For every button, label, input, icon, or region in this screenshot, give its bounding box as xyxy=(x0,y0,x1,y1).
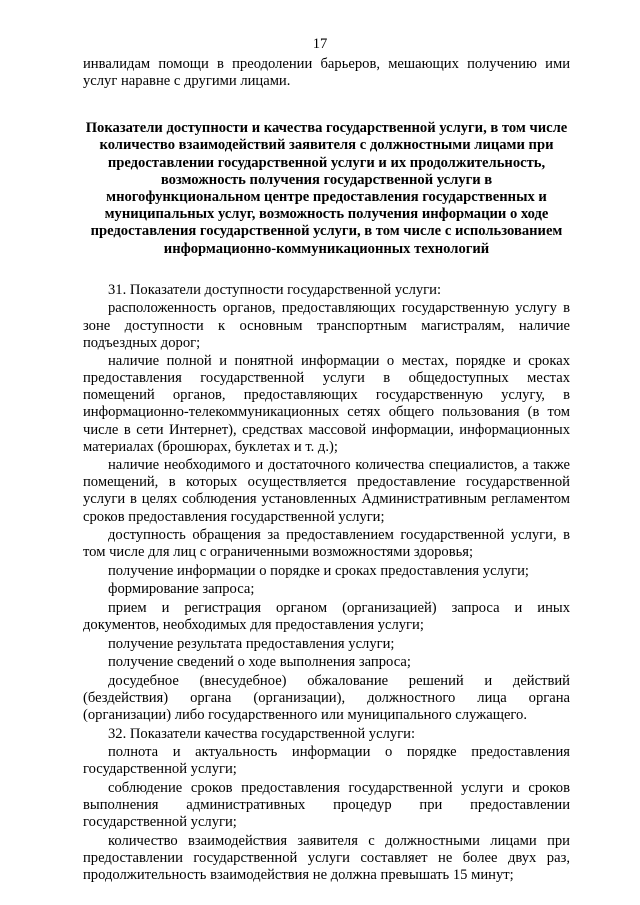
paragraph-item: прием и регистрация органом (организацией) запроса и иных документов, необходимых для предоставления услуги; xyxy=(83,600,570,634)
paragraph-item: расположенность органов, предоставляющих государственную услугу в зоне доступности к основным транспортным магистралям, наличие подъездных дорог; xyxy=(83,300,570,351)
paragraph-item: получение сведений о ходе выполнения запроса; xyxy=(108,654,411,671)
continuation-paragraph: инвалидам помощи в преодолении барьеров, мешающих получению ими услуг наравне с другими лицами. xyxy=(83,56,570,90)
paragraph-item: получение результата предоставления услуги; xyxy=(108,635,395,652)
paragraph-item: наличие полной и понятной информации о местах, порядке и сроках предоставления государственной услуги в общедоступных местах помещений органов, предоставляющих государственную услугу, в информационно-телекоммуникационных сетях общего пользования (в том числе в сети Интернет), средствах массовой информации, информационных материалах (брошюрах, буклетах и т. д.); xyxy=(83,353,570,455)
paragraph-item: получение информации о порядке и сроках предоставления услуги; xyxy=(108,562,529,579)
paragraph-item: доступность обращения за предоставлением государственной услуги, в том числе для лиц с ограниченными возможностями здоровья; xyxy=(83,527,570,561)
paragraph-item: полнота и актуальность информации о порядке предоставления государственной услуги; xyxy=(83,744,570,778)
paragraph-item: формирование запроса; xyxy=(108,581,255,598)
document-body xyxy=(83,56,570,884)
paragraph-item: наличие необходимого и достаточного количества специалистов, а также помещений, в которых осуществляется предоставление государственной услуги в целях соблюдения установленных Административным регламентом сроков предоставления государственной услуги; xyxy=(83,457,570,525)
paragraph-item: соблюдение сроков предоставления государственной услуги и сроков выполнения административных процедур при предоставлении государственной услуги; xyxy=(83,779,570,831)
paragraph-32: 32. Показатели качества государственной услуги: xyxy=(108,725,416,742)
page-number: 17 xyxy=(312,36,328,52)
section-heading: Показатели доступности и качества государственной услуги, в том числе количество взаимодействий заявителя с должностными лицами при предоставлении государственной услуги и их продолжительность, возможность получения государственной услуги в многофункциональном центре предоставления государственных и муниципальных услуг, возможность получения информации о ходе предоставления государственной услуги, в том числе с использованием информационно-коммуникационных технологий xyxy=(85,120,568,257)
paragraph-item: досудебное (внесудебное) обжалование решений и действий (бездействия) органа (организации), должностного лица органа (организации) либо государственного или муниципального служащего. xyxy=(83,672,570,724)
paragraph-31: 31. Показатели доступности государственной услуги: xyxy=(108,281,442,298)
paragraph-item: количество взаимодействия заявителя с должностными лицами при предоставлении государственной услуги составляет не более двух раз, продолжительность взаимодействия не должна превышать 15 минут; xyxy=(83,832,570,883)
